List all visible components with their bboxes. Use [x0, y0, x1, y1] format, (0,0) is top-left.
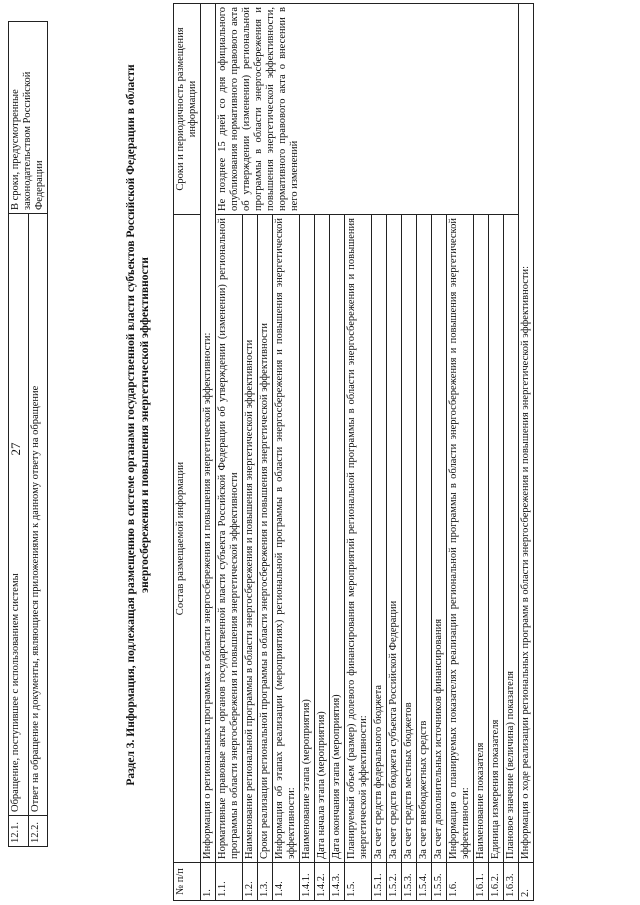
row-description: За счет дополнительных источников финансирования [432, 215, 447, 863]
row-number: 1.5.4. [417, 863, 432, 901]
table-row [216, 4, 243, 901]
row-number: 1.2. [243, 863, 258, 901]
table-row [519, 4, 534, 901]
row-number: 1.6.1. [474, 863, 489, 901]
row-number: 1. [201, 863, 216, 901]
row-description: Нормативные правовые акты органов государственной власти субъекта Российской Федерации об утверждении (изменении) региональной программы в области энергосбережения и повышения энергетической эффективности [216, 215, 243, 863]
top-table [8, 21, 48, 847]
row-number: 1.4.1. [300, 863, 315, 901]
row-description: Наименование региональной программы в области энергосбережения и повышения энергетической эффективности [243, 215, 258, 863]
column-header-period: Сроки и периодичность размещения информации [174, 4, 201, 215]
row-description: Планируемый объем (размер) долевого финансирования мероприятий региональной программы в области энергосбережения и повышения энергетической эффективности: [345, 215, 372, 863]
main-table [173, 3, 534, 901]
row-description: Дата окончания этапа (мероприятия) [330, 215, 345, 863]
row-description: Обращение, поступившее с использованием системы [9, 214, 29, 816]
row-description: За счет средств федерального бюджета [372, 215, 387, 863]
row-description: Информация об этапах реализации (мероприятиях) региональной программы в области энергосбережения и повышения энергетической эффективности: [273, 215, 300, 863]
row-description: За счет средств бюджета субъекта Российской Федерации [387, 215, 402, 863]
row-number: 1.5. [345, 863, 372, 901]
row-description: За счет внебюджетных средств [417, 215, 432, 863]
table-row [9, 22, 29, 847]
table-row [201, 4, 216, 901]
column-header-number: № п/п [174, 863, 201, 901]
row-number: 1.5.3. [402, 863, 417, 901]
period-cell: В сроки, предусмотренные законодательством Российской Федерации [9, 22, 48, 214]
row-number: 1.4.2. [315, 863, 330, 901]
period-cell: Не позднее 15 дней со дня официального опубликования нормативного правового акта об утверждении (изменении) региональной программы в области энергосбережения и повышения энергетической эффективности, нормативного правового акта о внесении в него изменений [216, 4, 519, 215]
row-description: За счет средств местных бюджетов [402, 215, 417, 863]
row-number: 1.5.5. [432, 863, 447, 901]
row-number: 1.5.2. [387, 863, 402, 901]
header-row [174, 4, 201, 901]
row-description: Информация о планируемых показателях реализации региональной программы в области энергосбережения и повышения энергетической эффективности: [447, 215, 474, 863]
row-number: 1.5.1. [372, 863, 387, 901]
row-number: 1.4. [273, 863, 300, 901]
row-number: 12.2. [28, 816, 48, 847]
row-description: Дата начала этапа (мероприятия) [315, 215, 330, 863]
row-number: 1.1. [216, 863, 243, 901]
row-description: Наименование показателя [474, 215, 489, 863]
page-number: 27 [8, 442, 23, 456]
row-description: Ответ на обращение и документы, являющиеся приложениями к данному ответу на обращение [28, 214, 48, 816]
row-description: Плановое значение (величина) показателя [504, 215, 519, 863]
column-header-content: Состав размещаемой информации [174, 215, 201, 863]
row-description: Информация о региональных программах в области энергосбережения и повышения энергетической эффективности: [201, 4, 216, 863]
row-number: 1.6. [447, 863, 474, 901]
section-title: Раздел 3. Информация, подлежащая размещению в системе органами государственной власти субъектов Российской Федерации в области энергосбережения и повышения энергетической эффективности [125, 64, 151, 786]
row-description: Наименование этапа (мероприятия) [300, 215, 315, 863]
row-number: 2. [519, 863, 534, 901]
row-number: 12.1. [9, 816, 29, 847]
row-description: Информация о ходе реализации региональных программ в области энергосбережения и повышения энергетической эффективности: [519, 4, 534, 863]
row-number: 1.6.2. [489, 863, 504, 901]
row-description: Сроки реализации региональной программы в области энергосбережения и повышения энергетической эффективности [258, 215, 273, 863]
row-number: 1.3. [258, 863, 273, 901]
row-number: 1.4.3. [330, 863, 345, 901]
row-number: 1.6.3. [504, 863, 519, 901]
row-description: Единица измерения показателя [489, 215, 504, 863]
